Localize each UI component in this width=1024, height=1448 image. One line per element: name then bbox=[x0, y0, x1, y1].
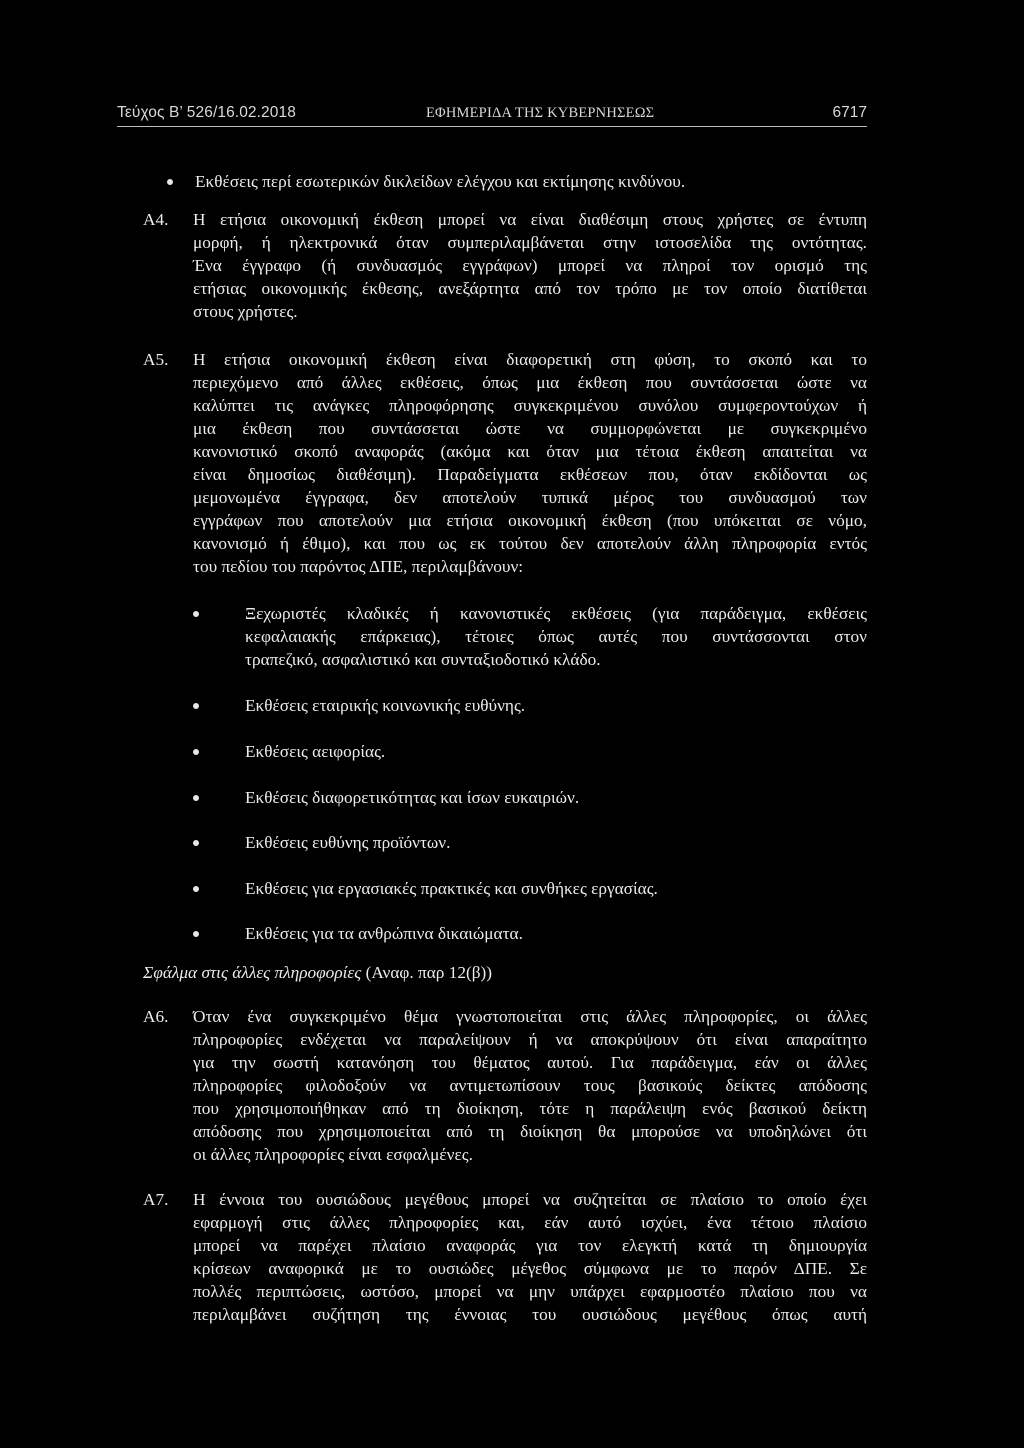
text-line: πληροφορίες ενδέχεται να παραλείψουν ή να αποκρύψουν ότι είναι απαραίτητο bbox=[193, 1030, 867, 1049]
text-line: περιεχόμενο από άλλες εκθέσεις, όπως μια έκθεση που συντάσσεται ώστε να bbox=[193, 373, 867, 392]
bullet-icon bbox=[193, 611, 199, 617]
text-line: που χρησιμοποιήθηκαν από τη διοίκηση, τότε η παράλειψη ενός βασικού δείκτη bbox=[193, 1099, 867, 1118]
text-line: για την σωστή κατανόηση του θέματος αυτού. Για παράδειγμα, εάν οι άλλες bbox=[193, 1053, 867, 1072]
bullet-icon bbox=[193, 886, 199, 892]
bullet-icon bbox=[193, 931, 199, 937]
text-line: οι άλλες πληροφορίες είναι εσφαλμένες. bbox=[193, 1145, 473, 1164]
text-line: είναι δημοσίως διαθέσιμη). Παραδείγματα εκθέσεων που, όταν εκδίδονται ως bbox=[193, 465, 867, 484]
bullet-icon bbox=[167, 179, 173, 185]
text-line: περιλαμβάνει συζήτηση της έννοιας του ουσιώδους μεγέθους όπως αυτή bbox=[193, 1305, 867, 1324]
text-line: κανονιστικό σκοπό αναφοράς (ακόμα και όταν μια τέτοια έκθεση απαιτείται να bbox=[193, 442, 867, 461]
text-line: ετήσιας οικονομικής έκθεσης, ανεξάρτητα από τον τρόπο με τον οποίο διατίθεται bbox=[193, 279, 867, 298]
list-item: Εκθέσεις διαφορετικότητας και ίσων ευκαιριών. bbox=[245, 788, 580, 807]
text-line: κεφαλαιακής επάρκειας), τέτοιες όπως αυτές που συντάσσονται στον bbox=[245, 627, 867, 646]
list-item: Εκθέσεις αειφορίας. bbox=[245, 742, 386, 761]
text-line: κρίσεων αναφορικά με το ουσιώδες μέγεθος σύμφωνα με το παρόν ΔΠΕ. Σε bbox=[193, 1259, 867, 1278]
text-line: μορφή, ή ηλεκτρονικά όταν συμπεριλαμβάνεται στην ιστοσελίδα της οντότητας. bbox=[193, 233, 867, 252]
paragraph-a4 bbox=[193, 208, 867, 323]
gazette-title: ΕΦΗΜΕΡΙΔΑ ΤΗΣ ΚΥΒΕΡΝΗΣΕΩΣ bbox=[426, 105, 655, 121]
text-line: εφαρμογή στις άλλες πληροφορίες και, εάν αυτό ισχύει, ένα τέτοιο πλαίσιο bbox=[193, 1213, 867, 1232]
bullet-icon bbox=[193, 703, 199, 709]
bullet-icon bbox=[193, 840, 199, 846]
paragraph-number-a6: A6. bbox=[143, 1007, 169, 1026]
text-line: του πεδίου του παρόντος ΔΠΕ, περιλαμβάνουν: bbox=[193, 557, 524, 576]
list-item: Εκθέσεις ευθύνης προϊόντων. bbox=[245, 833, 451, 852]
text-line: μεμονωμένα έγγραφα, δεν αποτελούν τυπικά μέρος του συνδυασμού των bbox=[193, 488, 867, 507]
text-line: απόδοσης που χρησιμοποιείται από τη διοίκηση θα μπορούσε να υποδηλώνει ότι bbox=[193, 1122, 867, 1141]
top-bullet-text: Εκθέσεις περί εσωτερικών δικλείδων ελέγχου και εκτίμησης κινδύνου. bbox=[195, 172, 686, 191]
text-line: Η έννοια του ουσιώδους μεγέθους μπορεί να συζητείται σε πλαίσιο το οποίο έχει bbox=[193, 1190, 867, 1209]
section-heading-title: Σφάλμα στις άλλες πληροφορίες bbox=[143, 963, 362, 982]
paragraph-a6 bbox=[193, 1005, 867, 1166]
header-rule bbox=[117, 126, 867, 127]
text-line: καλύπτει τις ανάγκες πληροφόρησης συγκεκριμένου συνόλου συμφεροντούχων ή bbox=[193, 396, 867, 415]
text-line: Ένα έγγραφο (ή συνδυασμός εγγράφων) μπορεί να πληροί τον ορισμό της bbox=[193, 256, 867, 275]
paragraph-number-a4: A4. bbox=[143, 210, 169, 229]
list-item: Εκθέσεις για τα ανθρώπινα δικαιώματα. bbox=[245, 924, 523, 943]
text-line: τραπεζικό, ασφαλιστικό και συνταξιοδοτικό κλάδο. bbox=[245, 650, 601, 669]
paragraph-number-a7: A7. bbox=[143, 1190, 169, 1209]
list-item bbox=[245, 602, 867, 671]
text-line: στους χρήστες. bbox=[193, 302, 298, 321]
list-item: Εκθέσεις για εργασιακές πρακτικές και συνθήκες εργασίας. bbox=[245, 879, 658, 898]
text-line: εγγράφων που αποτελούν μια ετήσια οικονομική έκθεση (που υπόκειται σε νόμο, bbox=[193, 511, 867, 530]
page-number: 6717 bbox=[832, 104, 867, 121]
text-line: πολλές περιπτώσεις, ωστόσο, μπορεί να μην υπάρχει εφαρμοστέο πλαίσιο που να bbox=[193, 1282, 867, 1301]
issue-reference: Τεύχος Β’ 526/16.02.2018 bbox=[117, 104, 296, 121]
text-line: κανονισμό ή έθιμο), και που ως εκ τούτου δεν αποτελούν άλλη πληροφορία εντός bbox=[193, 534, 867, 553]
bullet-icon bbox=[193, 795, 199, 801]
text-line: Όταν ένα συγκεκριμένο θέμα γνωστοποιείται στις άλλες πληροφορίες, οι άλλες bbox=[193, 1007, 867, 1026]
section-heading bbox=[143, 961, 492, 984]
text-line: Η ετήσια οικονομική έκθεση μπορεί να είναι διαθέσιμη στους χρήστες σε έντυπη bbox=[193, 210, 867, 229]
text-line: Ξεχωριστές κλαδικές ή κανονιστικές εκθέσεις (για παράδειγμα, εκθέσεις bbox=[245, 604, 867, 623]
paragraph-number-a5: A5. bbox=[143, 350, 169, 369]
list-item: Εκθέσεις εταιρικής κοινωνικής ευθύνης. bbox=[245, 696, 526, 715]
text-line: μια έκθεση που συντάσσεται ώστε να συμμορφώνεται με συγκεκριμένο bbox=[193, 419, 867, 438]
bullet-icon bbox=[193, 749, 199, 755]
paragraph-a5 bbox=[193, 348, 867, 578]
text-line: πληροφορίες φιλοδοξούν να αντιμετωπίσουν τους βασικούς δείκτες απόδοσης bbox=[193, 1076, 867, 1095]
running-header bbox=[117, 100, 867, 126]
paragraph-a7 bbox=[193, 1188, 867, 1326]
text-line: Η ετήσια οικονομική έκθεση είναι διαφορετική στη φύση, το σκοπό και το bbox=[193, 350, 867, 369]
text-line: μπορεί να παρέχει πλαίσιο αναφοράς για τον ελεγκτή κατά τη δημιουργία bbox=[193, 1236, 867, 1255]
section-heading-reference: (Αναφ. παρ 12(β)) bbox=[361, 963, 493, 982]
